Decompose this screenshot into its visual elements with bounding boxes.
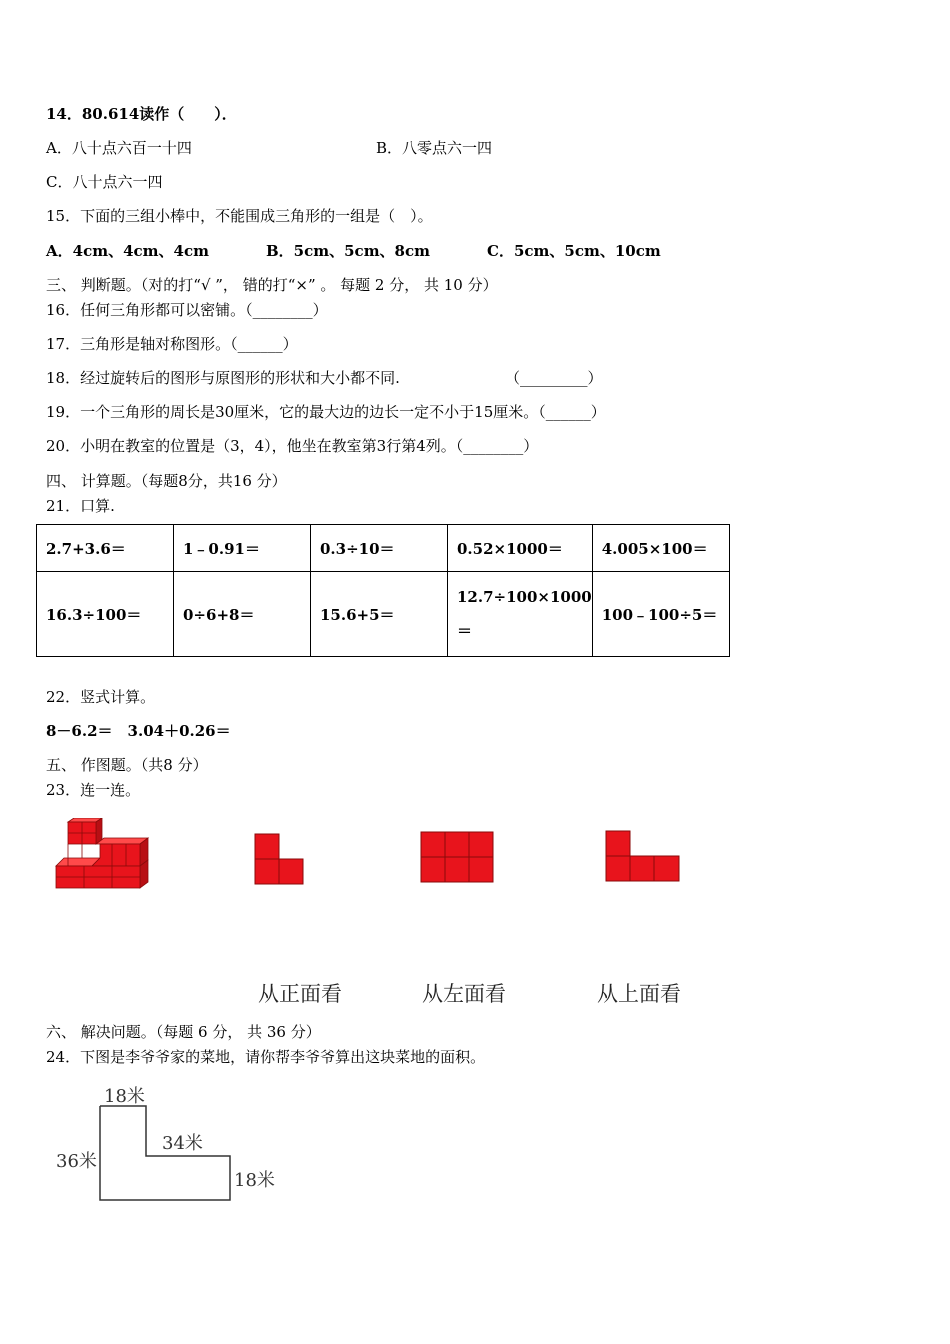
table-cell: 2.7+3.6＝ <box>37 525 174 572</box>
view-grid <box>420 831 496 885</box>
q15-option-c: C．5cm、5cm、10cm <box>487 242 661 260</box>
q22: 22．竖式计算。 <box>46 688 156 706</box>
q14-option-a: A．八十点六百一十四 <box>46 139 192 157</box>
section6-heading: 六、 解决问题。（每题 6 分， 共 36 分） <box>46 1023 321 1041</box>
table-cell: 0.52×1000＝ <box>448 525 593 572</box>
caption-top-view: 从上面看 <box>597 982 681 1006</box>
caption-left-view: 从左面看 <box>422 982 506 1006</box>
table-cell <box>448 572 593 657</box>
table-cell-line2: ＝ <box>457 621 473 640</box>
q20: 20．小明在教室的位置是（3，4），他坐在教室第3行第4列。（________） <box>46 437 539 455</box>
table-cell: 0÷6+8＝ <box>174 572 311 657</box>
q23: 23．连一连。 <box>46 781 141 799</box>
garden-label-top: 18米 <box>104 1086 145 1107</box>
q19: 19．一个三角形的周长是30厘米，它的最大边的边长一定不小于15厘米。（______） <box>46 403 606 421</box>
q14-option-c: C．八十点六一四 <box>46 173 163 191</box>
garden-label-left: 36米 <box>56 1151 97 1172</box>
q18-blank: （_________） <box>505 369 603 387</box>
table-cell: 16.3÷100＝ <box>37 572 174 657</box>
garden-label-right: 18米 <box>234 1170 275 1191</box>
table-cell-line1: 12.7÷100×1000 <box>457 587 592 606</box>
oral-calc-table <box>36 524 730 657</box>
q17: 17．三角形是轴对称图形。（______） <box>46 335 298 353</box>
q15-option-b: B．5cm、5cm、8cm <box>266 242 431 260</box>
q21: 21．口算. <box>46 497 115 515</box>
table-row <box>37 572 730 657</box>
view-l-wide <box>605 830 683 884</box>
table-cell: 15.6+5＝ <box>311 572 448 657</box>
q15-option-a: A．4cm、4cm、4cm <box>46 242 209 260</box>
table-cell: 0.3÷10＝ <box>311 525 448 572</box>
section3-heading: 三、 判断题。（对的打“√ ”， 错的打“×” 。 每题 2 分， 共 10 分） <box>46 276 498 294</box>
table-cell: 4.005×100＝ <box>592 525 729 572</box>
q22-items: 8－6.2＝ 3.04＋0.26＝ <box>46 722 231 740</box>
section4-heading: 四、 计算题。（每题8分，共16 分） <box>46 472 287 490</box>
q14-option-b: B．八零点六一四 <box>376 139 493 157</box>
q14-stem: 14．80.614读作（ ）． <box>46 105 237 123</box>
section5-heading: 五、 作图题。（共8 分） <box>46 756 208 774</box>
garden-label-inner: 34米 <box>162 1133 203 1154</box>
cube-stack-figure <box>52 818 152 892</box>
table-cell: 1﹣0.91＝ <box>174 525 311 572</box>
view-l-small <box>254 833 306 885</box>
q24: 24．下图是李爷爷家的菜地，请你帮李爷爷算出这块菜地的面积。 <box>46 1048 486 1066</box>
q16: 16．任何三角形都可以密铺。（________） <box>46 301 328 319</box>
table-cell: 100﹣100÷5＝ <box>592 572 729 657</box>
q18: 18．经过旋转后的图形与原图形的形状和大小都不同. <box>46 369 400 387</box>
caption-front-view: 从正面看 <box>258 982 342 1006</box>
q15-stem: 15．下面的三组小棒中，不能围成三角形的一组是（ ）。 <box>46 207 433 225</box>
table-row <box>37 525 730 572</box>
